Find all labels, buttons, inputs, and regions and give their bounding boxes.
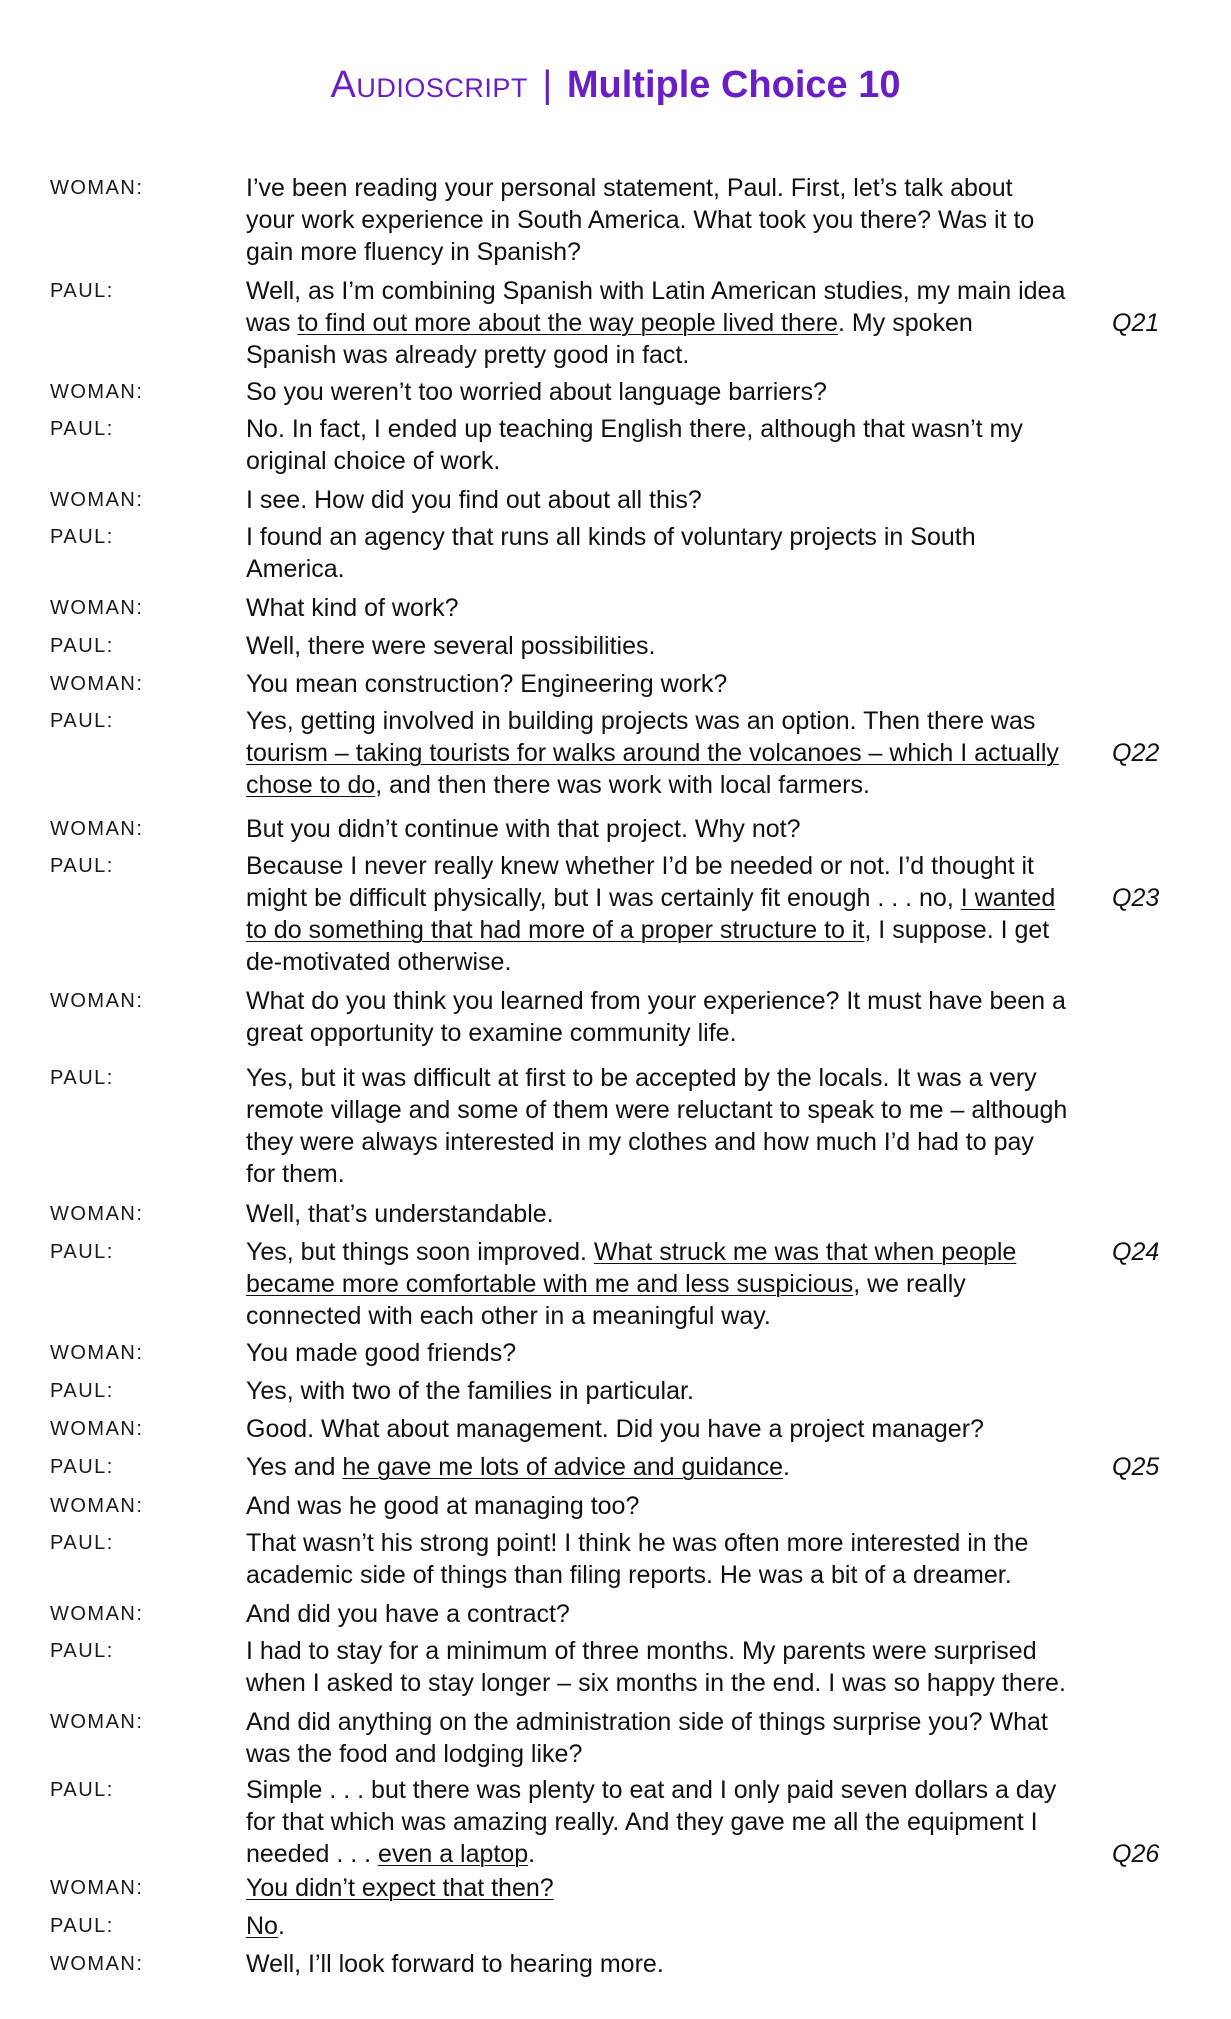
speech-line xyxy=(246,668,1116,700)
speech-segment: You made good friends? xyxy=(246,1339,517,1367)
speech-line xyxy=(246,307,1116,339)
speaker-label: PAUL: xyxy=(50,418,114,440)
speech-segment: What kind of work? xyxy=(246,594,459,622)
speech-segment: Well, as I’m combining Spanish with Latin American studies, my main idea xyxy=(246,277,1066,305)
speech-line xyxy=(246,1126,1116,1158)
speaker-label: PAUL: xyxy=(50,710,114,732)
speech-line xyxy=(246,850,1116,882)
speech-segment: was the food and lodging like? xyxy=(246,1740,583,1768)
speech-line xyxy=(246,1375,1116,1407)
page-title xyxy=(0,60,1231,110)
speech-line xyxy=(246,1635,1116,1667)
speech-segment: And did you have a contract? xyxy=(246,1600,570,1628)
speech-segment: was xyxy=(246,309,298,337)
speech-segment: No. In fact, I ended up teaching English there, although that wasn’t my xyxy=(246,415,1023,443)
speech-line xyxy=(246,882,1116,914)
speech-segment: I’ve been reading your personal statement, Paul. First, let’s talk about xyxy=(246,174,1013,202)
question-marker: Q25 xyxy=(1112,1453,1160,1481)
title-separator: | xyxy=(542,64,553,106)
speech-segment: I had to stay for a minimum of three months. My parents were surprised xyxy=(246,1637,1037,1665)
speech-segment: And did anything on the administration side of things surprise you? What xyxy=(246,1708,1048,1736)
speech-line xyxy=(246,1268,1116,1300)
speaker-label: PAUL: xyxy=(50,1241,114,1263)
speech-text xyxy=(246,1413,1116,1445)
speaker-label: WOMAN: xyxy=(50,1877,144,1899)
speaker-label: WOMAN: xyxy=(50,381,144,403)
speech-segment: great opportunity to examine community life. xyxy=(246,1019,737,1047)
speech-line xyxy=(246,705,1116,737)
speech-text xyxy=(246,1337,1116,1369)
speech-text xyxy=(246,1706,1116,1770)
speech-line xyxy=(246,1738,1116,1770)
speech-segment: That wasn’t his strong point! I think he was often more interested in the xyxy=(246,1529,1029,1557)
underlined-answer-text: even a laptop xyxy=(378,1840,529,1868)
speech-text xyxy=(246,850,1116,978)
speech-line xyxy=(246,1598,1116,1630)
speech-text xyxy=(246,630,1116,662)
speaker-label: WOMAN: xyxy=(50,1711,144,1733)
speech-text xyxy=(246,1635,1116,1699)
speech-segment: remote village and some of them were reluctant to speak to me – although xyxy=(246,1096,1068,1124)
speech-line xyxy=(246,1910,1116,1942)
underlined-answer-text: I wanted xyxy=(960,884,1056,912)
speech-segment: Simple . . . but there was plenty to eat and I only paid seven dollars a day xyxy=(246,1776,1057,1804)
question-marker: Q23 xyxy=(1112,884,1160,912)
speech-text xyxy=(246,376,1116,408)
speech-segment: they were always interested in my clothes and how much I’d had to pay xyxy=(246,1128,1034,1156)
speech-text xyxy=(246,1527,1116,1591)
speaker-label: WOMAN: xyxy=(50,1418,144,1440)
speech-segment: Well, that’s understandable. xyxy=(246,1200,554,1228)
speech-line xyxy=(246,172,1116,204)
underlined-answer-text: to do something that had more of a proper structure to it xyxy=(246,916,865,944)
speech-segment: So you weren’t too worried about language barriers? xyxy=(246,378,827,406)
speech-line xyxy=(246,1198,1116,1230)
speech-segment: needed . . . xyxy=(246,1840,379,1868)
speech-line xyxy=(246,1451,1116,1483)
speech-text xyxy=(246,1774,1116,1870)
speaker-label: PAUL: xyxy=(50,1532,114,1554)
speech-line xyxy=(246,1948,1116,1980)
speech-segment: But you didn’t continue with that project. Why not? xyxy=(246,815,801,843)
speaker-label: WOMAN: xyxy=(50,489,144,511)
question-marker: Q22 xyxy=(1112,739,1160,767)
speech-segment: de-motivated otherwise. xyxy=(246,948,512,976)
underlined-answer-text: You didn’t expect that then? xyxy=(246,1874,554,1902)
speech-segment: I found an agency that runs all kinds of voluntary projects in South xyxy=(246,523,976,551)
speech-segment: Yes and xyxy=(246,1453,343,1481)
speech-line xyxy=(246,592,1116,624)
speaker-label: WOMAN: xyxy=(50,597,144,619)
speech-line xyxy=(246,1490,1116,1522)
speech-text xyxy=(246,1490,1116,1522)
speech-segment: gain more fluency in Spanish? xyxy=(246,238,581,266)
speech-text xyxy=(246,1910,1116,1942)
speech-segment: Yes, getting involved in building projects was an option. Then there was xyxy=(246,707,1036,735)
speech-segment: And was he good at managing too? xyxy=(246,1492,640,1520)
speech-segment: Because I never really knew whether I’d be needed or not. I’d thought it xyxy=(246,852,1034,880)
speech-line xyxy=(246,1300,1116,1332)
speech-text xyxy=(246,1948,1116,1980)
speech-segment: original choice of work. xyxy=(246,447,501,475)
speaker-label: WOMAN: xyxy=(50,818,144,840)
speech-line xyxy=(246,1838,1116,1870)
speech-line xyxy=(246,275,1116,307)
speech-segment: for them. xyxy=(246,1160,345,1188)
speaker-label: WOMAN: xyxy=(50,1203,144,1225)
speech-line xyxy=(246,769,1116,801)
speech-text xyxy=(246,1236,1116,1332)
speech-line xyxy=(246,985,1116,1017)
speech-line xyxy=(246,1062,1116,1094)
underlined-answer-text: to find out more about the way people lived there xyxy=(297,309,839,337)
speech-segment: your work experience in South America. What took you there? Was it to xyxy=(246,206,1035,234)
speech-segment: for that which was amazing really. And they gave me all the equipment I xyxy=(246,1808,1038,1836)
speaker-label: WOMAN: xyxy=(50,1342,144,1364)
speech-line xyxy=(246,1667,1116,1699)
speech-segment: Well, there were several possibilities. xyxy=(246,632,656,660)
speech-text xyxy=(246,705,1116,801)
speaker-label: PAUL: xyxy=(50,1456,114,1478)
speaker-label: WOMAN: xyxy=(50,1603,144,1625)
speaker-label: WOMAN: xyxy=(50,1495,144,1517)
speech-text xyxy=(246,413,1116,477)
speaker-label: PAUL: xyxy=(50,1640,114,1662)
speech-line xyxy=(246,630,1116,662)
speaker-label: WOMAN: xyxy=(50,673,144,695)
speech-line xyxy=(246,1872,1116,1904)
speech-text xyxy=(246,668,1116,700)
speech-segment: academic side of things than filing reports. He was a bit of a dreamer. xyxy=(246,1561,1012,1589)
speech-line xyxy=(246,946,1116,978)
speech-line xyxy=(246,1236,1116,1268)
speech-line xyxy=(246,1774,1116,1806)
underlined-answer-text: chose to do xyxy=(246,771,376,799)
speech-line xyxy=(246,914,1116,946)
speech-line xyxy=(246,376,1116,408)
speaker-label: PAUL: xyxy=(50,635,114,657)
speaker-label: WOMAN: xyxy=(50,990,144,1012)
speech-segment: . My spoken xyxy=(838,309,973,337)
speech-segment: Well, I’ll look forward to hearing more. xyxy=(246,1950,664,1978)
speech-text xyxy=(246,1375,1116,1407)
speech-segment: What do you think you learned from your experience? It must have been a xyxy=(246,987,1066,1015)
speech-line xyxy=(246,1559,1116,1591)
underlined-answer-text: he gave me lots of advice and guidance xyxy=(342,1453,783,1481)
speech-text xyxy=(246,1062,1116,1190)
speech-segment: , I suppose. I get xyxy=(864,916,1050,944)
speech-segment: Good. What about management. Did you have a project manager? xyxy=(246,1415,984,1443)
speech-line xyxy=(246,484,1116,516)
speaker-label: WOMAN: xyxy=(50,1953,144,1975)
speech-text xyxy=(246,172,1116,268)
speech-segment: . xyxy=(528,1840,536,1868)
speech-segment: America. xyxy=(246,555,345,583)
speech-line xyxy=(246,521,1116,553)
speaker-label: PAUL: xyxy=(50,855,114,877)
speech-line xyxy=(246,413,1116,445)
speech-text xyxy=(246,1872,1116,1904)
speech-text xyxy=(246,1598,1116,1630)
speech-line xyxy=(246,1527,1116,1559)
speech-line xyxy=(246,1337,1116,1369)
title-multiple-choice: Multiple Choice 10 xyxy=(566,64,901,106)
speech-text xyxy=(246,1451,1116,1483)
speech-line xyxy=(246,1094,1116,1126)
speech-text xyxy=(246,275,1116,371)
speech-segment: You mean construction? Engineering work? xyxy=(246,670,728,698)
question-marker: Q21 xyxy=(1112,309,1160,337)
question-marker: Q26 xyxy=(1112,1840,1160,1868)
underlined-answer-text: What struck me was that when people xyxy=(593,1238,1017,1266)
speech-segment: Yes, but it was difficult at first to be accepted by the locals. It was a very xyxy=(246,1064,1037,1092)
speech-segment: I see. How did you find out about all this? xyxy=(246,486,702,514)
speech-segment: Yes, with two of the families in particular. xyxy=(246,1377,694,1405)
speech-line xyxy=(246,445,1116,477)
speech-line xyxy=(246,813,1116,845)
speaker-label: PAUL: xyxy=(50,1380,114,1402)
speech-text xyxy=(246,1198,1116,1230)
speech-line xyxy=(246,1158,1116,1190)
speaker-label: PAUL: xyxy=(50,280,114,302)
question-marker: Q24 xyxy=(1112,1238,1160,1266)
speaker-label: PAUL: xyxy=(50,526,114,548)
underlined-answer-text: No xyxy=(246,1912,278,1940)
speech-line xyxy=(246,737,1116,769)
speech-line xyxy=(246,236,1116,268)
speech-segment: . xyxy=(782,1453,790,1481)
speech-text xyxy=(246,592,1116,624)
title-audioscript: Audioscript xyxy=(330,64,528,106)
speaker-label: PAUL: xyxy=(50,1779,114,1801)
speech-line xyxy=(246,1706,1116,1738)
speech-segment: Spanish was already pretty good in fact. xyxy=(246,341,690,369)
speech-text xyxy=(246,521,1116,585)
speech-segment: when I asked to stay longer – six months in the end. I was so happy there. xyxy=(246,1669,1066,1697)
underlined-answer-text: became more comfortable with me and less suspicious xyxy=(246,1270,854,1298)
speech-line xyxy=(246,1413,1116,1445)
speech-text xyxy=(246,985,1116,1049)
speaker-label: WOMAN: xyxy=(50,177,144,199)
speech-segment: , and then there was work with local farmers. xyxy=(375,771,870,799)
speech-segment: , we really xyxy=(853,1270,966,1298)
speech-line xyxy=(246,1017,1116,1049)
speech-segment: might be difficult physically, but I was certainly fit enough . . . no, xyxy=(246,884,961,912)
speaker-label: PAUL: xyxy=(50,1067,114,1089)
speech-line xyxy=(246,553,1116,585)
speech-text xyxy=(246,813,1116,845)
speech-segment: connected with each other in a meaningful way. xyxy=(246,1302,771,1330)
speech-line xyxy=(246,1806,1116,1838)
speech-text xyxy=(246,484,1116,516)
speech-line xyxy=(246,339,1116,371)
speaker-label: PAUL: xyxy=(50,1915,114,1937)
speech-segment: Yes, but things soon improved. xyxy=(246,1238,594,1266)
speech-line xyxy=(246,204,1116,236)
underlined-answer-text: tourism – taking tourists for walks around the volcanoes – which I actually xyxy=(246,739,1059,767)
speech-segment: . xyxy=(277,1912,285,1940)
